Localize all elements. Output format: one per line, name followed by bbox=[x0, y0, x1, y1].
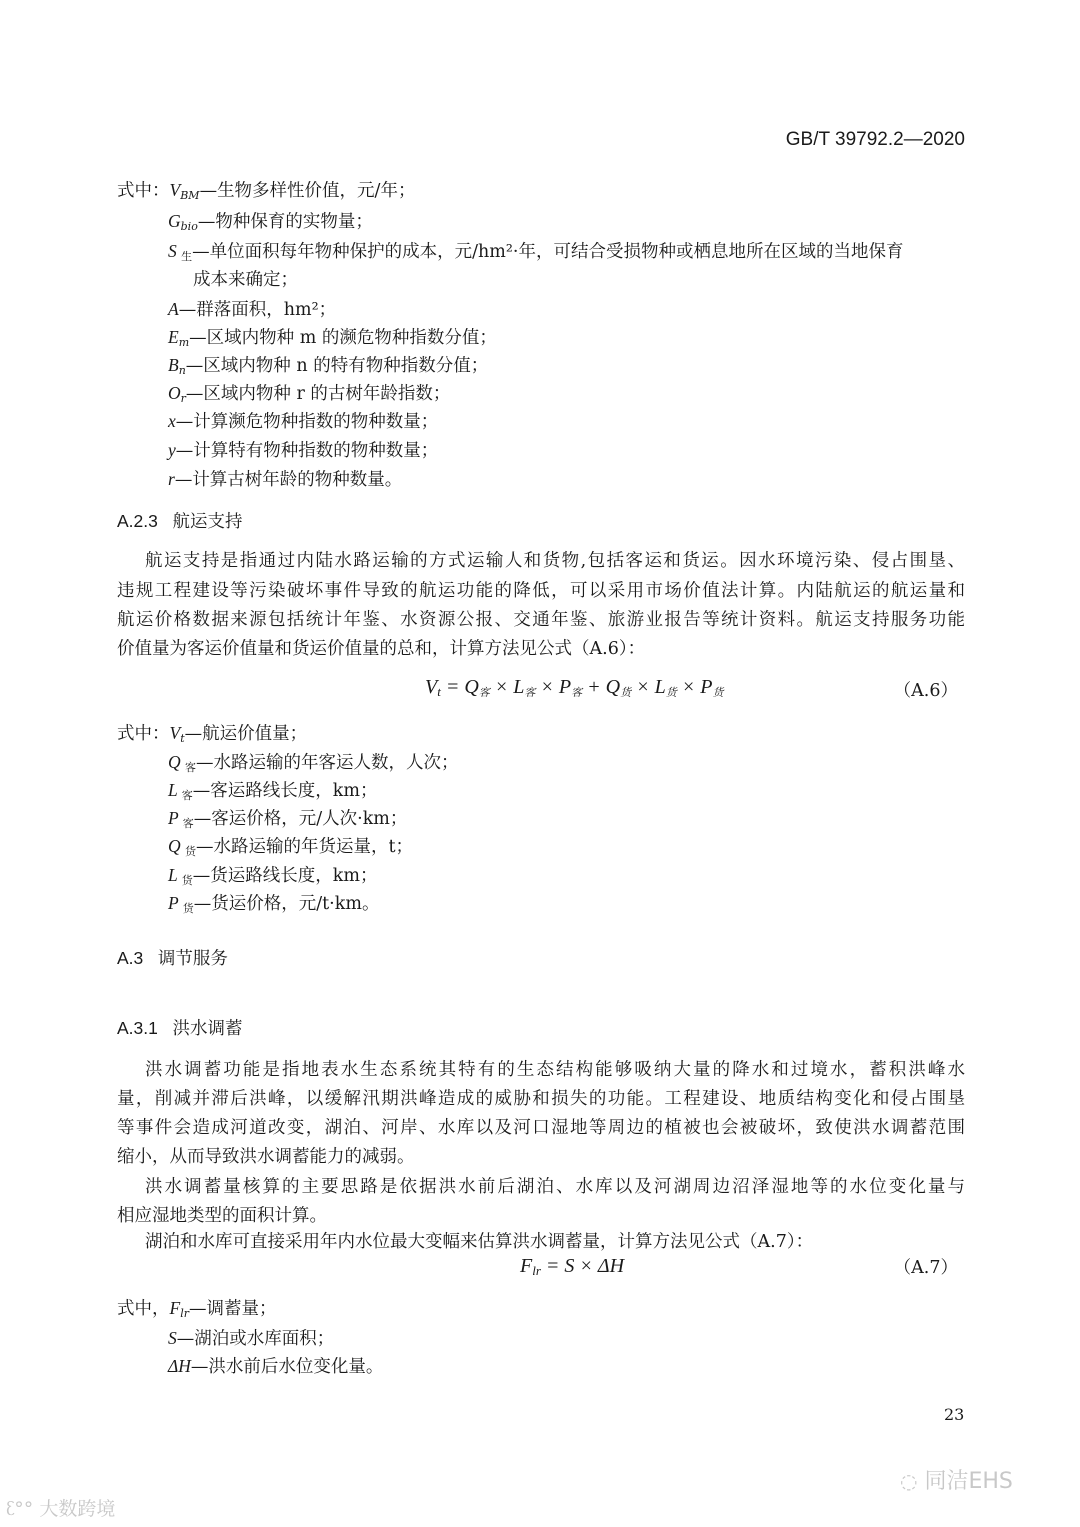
section-heading-a23 bbox=[117, 510, 242, 532]
section-heading-a31 bbox=[117, 1017, 242, 1039]
page-number: 23 bbox=[944, 1405, 965, 1424]
section-heading-a3 bbox=[117, 947, 228, 969]
section-title: 航运支持 bbox=[172, 511, 243, 531]
symbol-subscript: n bbox=[178, 364, 186, 377]
definition-item bbox=[168, 1327, 334, 1350]
definition-text: —区域内物种 n 的特有物种指数分值； bbox=[185, 356, 489, 376]
definition-text: 成本来确定； bbox=[193, 270, 298, 290]
symbol-subscript: 客 bbox=[182, 817, 194, 830]
definition-text: —区域内物种 m 的濒危物种指数分值； bbox=[189, 328, 497, 348]
definition-text: —单位面积每年物种保护的成本，元/hm²·年，可结合受损物种或栖息地所在区域的当地保育 bbox=[192, 242, 904, 262]
symbol: O bbox=[168, 383, 181, 403]
definition-text: —客运路线长度，km； bbox=[192, 781, 378, 801]
definition-text: —航运价值量； bbox=[184, 724, 308, 744]
paragraph-line: 洪水调蓄功能是指地表水生态系统其特有的生态结构能够吸纳大量的降水和过境水，蓄积洪峰水 bbox=[145, 1060, 965, 1080]
definition-item bbox=[168, 326, 497, 354]
symbol: V bbox=[169, 180, 181, 200]
definition-item bbox=[168, 468, 402, 491]
definition-item bbox=[117, 1297, 276, 1325]
definition-text: —水路运输的年货运量，t； bbox=[196, 837, 414, 857]
formula-a6: $V_t = Q_客 \times L_客 \times P_客 + Q_货 \times L_货 \times P_货$ bbox=[425, 676, 724, 699]
symbol: V bbox=[169, 723, 181, 743]
symbol-subscript: 货 bbox=[182, 902, 194, 915]
definition-item bbox=[168, 382, 450, 410]
symbol-subscript: t bbox=[180, 732, 185, 745]
symbol: Q bbox=[168, 836, 186, 856]
symbol: B bbox=[168, 355, 179, 375]
formula-a7: $F_{lr} = S \times \Delta H$ bbox=[520, 1255, 625, 1278]
paragraph-line: 航运支持是指通过内陆水路运输的方式运输人和货物,包括客运和货运。因水环境污染、侵占围垦、 bbox=[145, 551, 965, 571]
definition-text: —生物多样性价值，元/年； bbox=[199, 181, 416, 201]
paragraph-line: 违规工程建设等污染破坏事件导致的航运功能的降低，可以采用市场价值法计算。内陆航运的航运量和 bbox=[117, 581, 965, 601]
definition-item bbox=[168, 210, 373, 238]
definition-item bbox=[168, 892, 379, 920]
definition-text: —物种保育的实物量； bbox=[197, 212, 373, 232]
watermark-left bbox=[6, 1494, 115, 1521]
logo-icon: ᦷ°° bbox=[6, 1498, 34, 1520]
paragraph-line: 洪水调蓄量核算的主要思路是依据洪水前后湖泊、水库以及河湖周边沼泽湿地等的水位变化量与 bbox=[145, 1177, 965, 1197]
definition-item bbox=[168, 410, 438, 433]
paragraph-line: 价值量为客运价值量和货运价值量的总和，计算方法见公式（A.6）： bbox=[117, 639, 646, 659]
definition-item bbox=[168, 835, 413, 863]
definition-item bbox=[117, 722, 307, 750]
definition-text: —计算特有物种指数的物种数量； bbox=[175, 441, 439, 461]
paragraph-line: 航运价格数据来源包括统计年鉴、水资源公报、交通年鉴、旅游业报告等统计资料。航运支持服务功能 bbox=[117, 610, 965, 630]
definition-item bbox=[168, 807, 407, 835]
definition-item bbox=[168, 354, 488, 382]
definition-item bbox=[168, 864, 378, 892]
symbol-subscript: lr bbox=[180, 1307, 189, 1320]
symbol: S bbox=[168, 241, 182, 261]
symbol: F bbox=[169, 1298, 181, 1318]
watermark-right bbox=[900, 1464, 1013, 1495]
symbol-subscript: m bbox=[178, 336, 190, 349]
paragraph-line: 量，削减并滞后洪峰，以缓解汛期洪峰造成的威胁和损失的功能。工程建设、地质结构变化和侵占围垦 bbox=[117, 1089, 965, 1109]
definition-lead: 式中： bbox=[117, 181, 170, 201]
definition-text: —货运价格，元/t·km。 bbox=[193, 894, 380, 914]
symbol: y bbox=[168, 440, 176, 460]
definition-text: —水路运输的年客运人数，人次； bbox=[196, 753, 459, 773]
definition-text: —区域内物种 r 的古树年龄指数； bbox=[185, 384, 451, 404]
definition-text: —洪水前后水位变化量。 bbox=[190, 1357, 384, 1377]
symbol: P bbox=[168, 893, 183, 913]
definition-text: —湖泊或水库面积； bbox=[176, 1329, 335, 1349]
paragraph-line: 湖泊和水库可直接采用年内水位最大变幅来估算洪水调蓄量，计算方法见公式（A.7）： bbox=[145, 1232, 814, 1252]
symbol: r bbox=[168, 469, 175, 489]
symbol-subscript: 货 bbox=[181, 874, 193, 887]
symbol: P bbox=[168, 808, 183, 828]
section-number: A.2.3 bbox=[117, 511, 158, 531]
definition-item bbox=[168, 751, 459, 779]
definition-text: —计算古树年龄的物种数量。 bbox=[174, 470, 403, 490]
definition-item bbox=[168, 779, 378, 807]
section-number: A.3.1 bbox=[117, 1018, 158, 1038]
symbol: L bbox=[168, 780, 182, 800]
symbol-subscript: r bbox=[180, 392, 186, 405]
definition-item bbox=[117, 179, 415, 207]
definition-item bbox=[168, 240, 903, 268]
definition-text: —调蓄量； bbox=[188, 1299, 277, 1319]
watermark-text: 同洁EHS bbox=[924, 1469, 1013, 1494]
symbol-subscript: 客 bbox=[185, 761, 197, 774]
definition-text: —计算濒危物种指数的物种数量； bbox=[175, 412, 439, 432]
definition-item bbox=[168, 298, 336, 321]
section-number: A.3 bbox=[117, 948, 144, 968]
watermark-text: 大数跨境 bbox=[39, 1498, 116, 1520]
definition-lead: 式中， bbox=[117, 1299, 170, 1319]
symbol-subscript: BM bbox=[180, 189, 200, 202]
definition-text: —货运路线长度，km； bbox=[192, 866, 378, 886]
definition-item bbox=[168, 1355, 383, 1378]
symbol-subscript: bio bbox=[180, 220, 198, 233]
symbol: ΔH bbox=[168, 1356, 191, 1376]
section-title: 洪水调蓄 bbox=[172, 1018, 243, 1038]
symbol: A bbox=[168, 299, 179, 319]
paragraph-line: 缩小，从而导致洪水调蓄能力的减弱。 bbox=[117, 1147, 415, 1167]
definition-item bbox=[193, 269, 298, 291]
paragraph-line: 等事件会造成河道改变，湖泊、河岸、水库以及河口湿地等周边的植被也会被破坏，致使洪水调蓄范围 bbox=[117, 1118, 965, 1138]
standard-number: GB/T 39792.2—2020 bbox=[785, 129, 965, 150]
formula-number-a6: （A.6） bbox=[893, 681, 958, 701]
definition-item bbox=[168, 439, 438, 462]
definition-text: —客运价格，元/人次·km； bbox=[193, 809, 408, 829]
section-title: 调节服务 bbox=[157, 948, 228, 968]
symbol: E bbox=[168, 327, 179, 347]
wechat-icon: ◌ bbox=[900, 1469, 918, 1493]
symbol-subscript: 货 bbox=[185, 845, 197, 858]
symbol: x bbox=[168, 411, 176, 431]
symbol: S bbox=[168, 1328, 177, 1348]
symbol-subscript: 生 bbox=[181, 250, 193, 263]
symbol: L bbox=[168, 865, 182, 885]
paragraph-line: 相应湿地类型的面积计算。 bbox=[117, 1206, 327, 1226]
formula-number-a7: （A.7） bbox=[893, 1258, 958, 1278]
symbol: Q bbox=[168, 752, 186, 772]
symbol-subscript: 客 bbox=[181, 789, 193, 802]
definition-text: —群落面积，hm²； bbox=[178, 300, 337, 320]
definition-lead: 式中： bbox=[117, 724, 170, 744]
symbol: G bbox=[168, 211, 181, 231]
